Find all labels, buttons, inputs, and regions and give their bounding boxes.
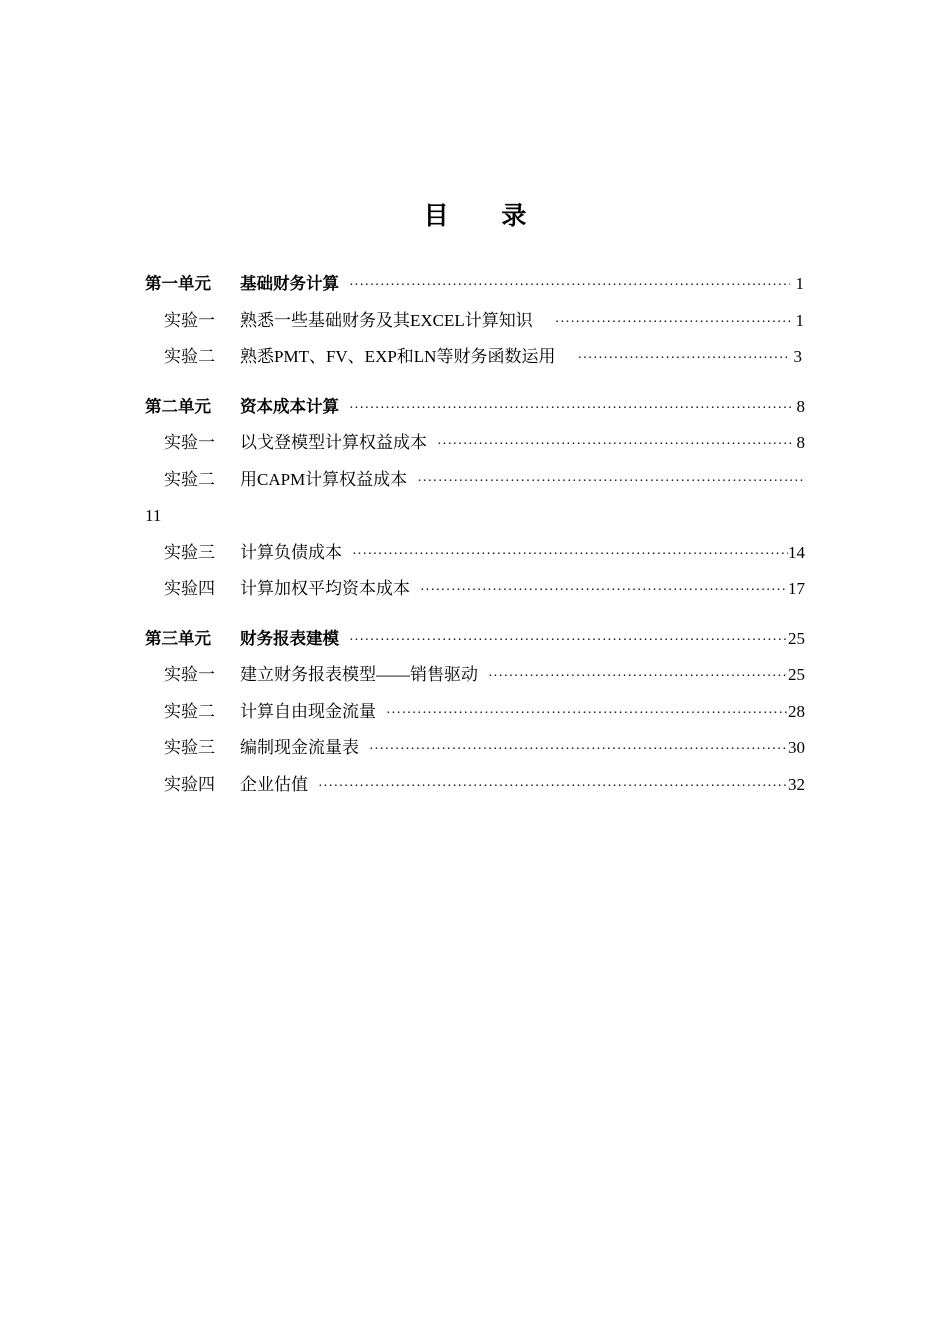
unit-number: 第三单元	[145, 628, 211, 648]
dot-leader	[369, 732, 788, 769]
toc-entry-2-2-line	[145, 462, 805, 499]
experiment-number: 实验一	[164, 665, 215, 684]
table-of-contents	[145, 266, 805, 803]
experiment-name: 熟悉一些基础财务及其EXCEL计算知识	[240, 310, 533, 330]
page-title: 目 录	[423, 201, 549, 230]
toc-unit-2[interactable]	[145, 389, 805, 426]
page-number: 14	[788, 542, 805, 562]
dot-leader	[386, 696, 788, 733]
page-number: 8	[796, 433, 805, 452]
toc-entry-3-2[interactable]	[145, 694, 805, 731]
toc-entry-2-3[interactable]	[145, 535, 805, 572]
experiment-number: 实验一	[164, 433, 215, 452]
dot-leader	[577, 341, 787, 378]
experiment-number: 实验三	[164, 738, 215, 757]
page-number: 28	[788, 701, 805, 721]
dot-leader	[420, 573, 788, 610]
dot-leader	[352, 537, 788, 574]
experiment-number: 实验二	[164, 469, 215, 489]
toc-entry-3-1[interactable]	[145, 657, 805, 694]
page-number: 25	[788, 665, 805, 684]
experiment-name: 建立财务报表模型——销售驱动	[240, 665, 478, 684]
page-number: 1	[795, 310, 804, 330]
toc-entry-1-1[interactable]	[145, 303, 805, 340]
experiment-number: 实验三	[164, 542, 215, 562]
experiment-name: 计算加权平均资本成本	[240, 579, 410, 598]
experiment-name: 熟悉PMT、FV、EXP和LN等财务函数运用	[240, 347, 556, 366]
page-number: 17	[788, 579, 805, 598]
unit-name: 资本成本计算	[240, 396, 339, 416]
toc-entry-3-3[interactable]	[145, 730, 805, 767]
experiment-name: 用CAPM计算权益成本	[240, 469, 408, 489]
toc-entry-2-1[interactable]	[145, 425, 805, 462]
unit-name: 基础财务计算	[240, 274, 339, 293]
unit-number: 第一单元	[145, 274, 211, 293]
page-number: 8	[796, 396, 805, 416]
experiment-number: 实验二	[164, 701, 215, 721]
dot-leader	[349, 268, 790, 305]
toc-entry-2-4[interactable]	[145, 571, 805, 608]
dot-leader	[555, 305, 790, 342]
experiment-name: 编制现金流量表	[240, 738, 359, 757]
toc-entry-3-4[interactable]	[145, 767, 805, 804]
unit-name: 财务报表建模	[240, 628, 339, 648]
dot-leader	[318, 769, 788, 806]
page-number: 25	[788, 628, 805, 648]
dot-leader	[437, 427, 791, 464]
experiment-name: 以戈登模型计算权益成本	[240, 433, 427, 452]
toc-unit-3[interactable]	[145, 621, 805, 658]
dot-leader	[417, 464, 805, 501]
unit-number: 第二单元	[145, 396, 211, 416]
experiment-name: 计算自由现金流量	[240, 701, 376, 721]
experiment-number: 实验一	[164, 310, 215, 330]
experiment-number: 实验二	[164, 347, 215, 366]
dot-leader	[349, 623, 788, 660]
dot-leader	[349, 391, 791, 428]
dot-leader	[488, 659, 788, 696]
page-number: 3	[793, 347, 802, 366]
page-number: 30	[788, 738, 805, 757]
page-number: 32	[788, 774, 805, 794]
toc-entry-2-2[interactable]	[145, 462, 805, 535]
page-number: 11	[145, 506, 162, 525]
experiment-name: 企业估值	[240, 774, 308, 794]
experiment-number: 实验四	[164, 579, 215, 598]
page-number: 1	[795, 274, 804, 293]
toc-unit-1[interactable]	[145, 266, 805, 303]
experiment-name: 计算负债成本	[240, 542, 342, 562]
experiment-number: 实验四	[164, 774, 215, 794]
toc-entry-1-2[interactable]	[145, 339, 805, 376]
